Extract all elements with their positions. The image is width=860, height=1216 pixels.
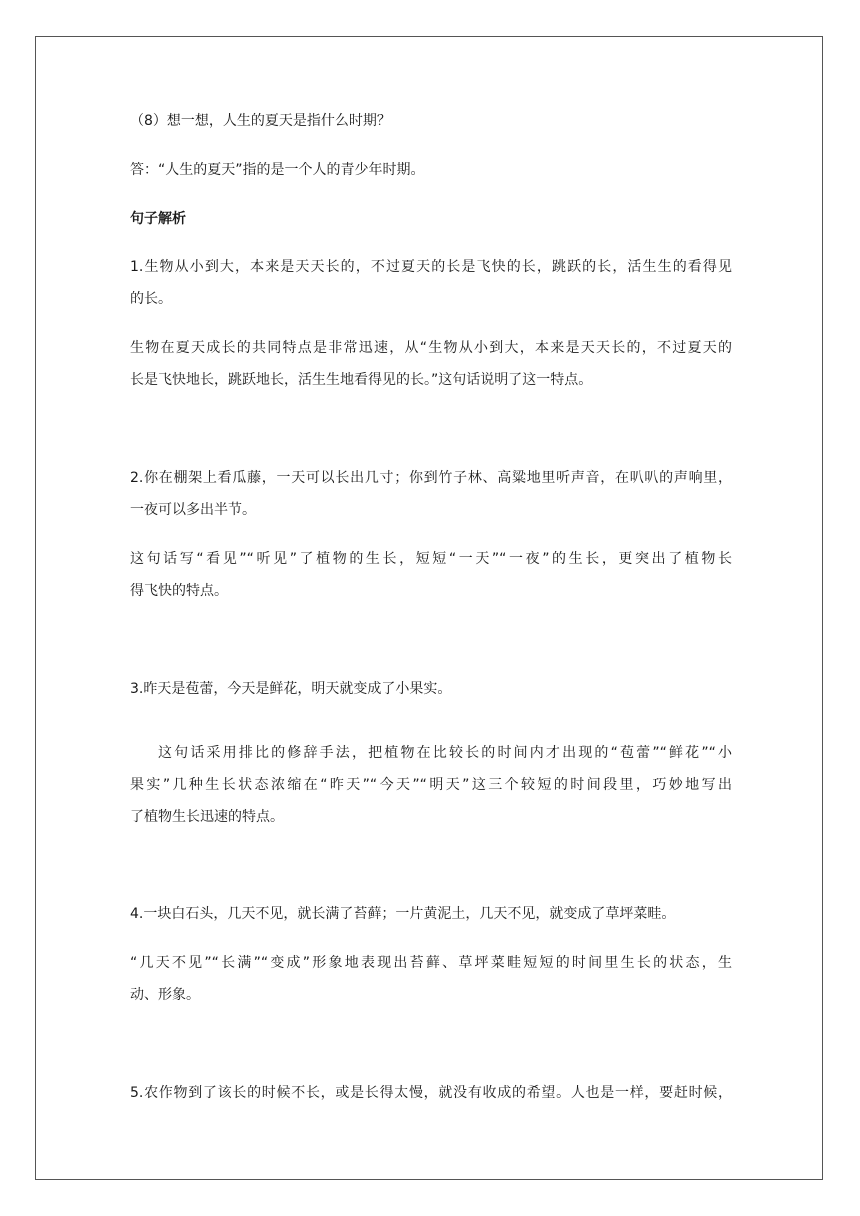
analysis-1-line-1: 生物在夏天成长的共同特点是非常迅速，从“生物从小到大，本来是天天长的，不过夏天的: [130, 340, 732, 356]
sentence-4-line-1: 4.一块白石头，几天不见，就长满了苔藓；一片黄泥土，几天不见，就变成了草坪菜畦。: [130, 906, 676, 922]
section-heading: 句子解析: [130, 211, 186, 227]
analysis-3-line-2: 果实”几种生长状态浓缩在“昨天”“今天”“明天”这三个较短的时间段里，巧妙地写出: [130, 777, 732, 793]
analysis-4-line-2: 动、形象。: [130, 987, 200, 1003]
sentence-2-line-1: 2.你在棚架上看瓜藤，一天可以长出几寸；你到竹子林、高粱地里听声音，在叭叭的声响里，: [130, 470, 732, 486]
analysis-1-line-2: 长是飞快地长，跳跃地长，活生生地看得见的长。”这句话说明了这一特点。: [130, 372, 593, 388]
sentence-1-line-2: 的长。: [130, 291, 172, 307]
sentence-2-line-2: 一夜可以多出半节。: [130, 502, 256, 518]
analysis-3-line-3: 了植物生长迅速的特点。: [130, 809, 284, 825]
analysis-4-line-1: “几天不见”“长满”“变成”形象地表现出苔藓、草坪菜畦短短的时间里生长的状态，生: [130, 955, 732, 971]
page-border: [35, 36, 823, 1180]
analysis-2-line-2: 得飞快的特点。: [130, 583, 228, 599]
sentence-1-line-1: 1.生物从小到大，本来是天天长的，不过夏天的长是飞快的长，跳跃的长，活生生的看得见: [130, 259, 732, 275]
analysis-3-line-1: 这句话采用排比的修辞手法，把植物在比较长的时间内才出现的“苞蕾”“鲜花”“小: [158, 745, 732, 761]
sentence-5-line-1: 5.农作物到了该长的时候不长，或是长得太慢，就没有收成的希望。人也是一样，要赶时候，: [130, 1085, 732, 1101]
analysis-2-line-1: 这句话写“看见”“听见”了植物的生长，短短“一天”“一夜”的生长，更突出了植物长: [130, 551, 732, 567]
answer-8: 答：“人生的夏天”指的是一个人的青少年时期。: [130, 162, 425, 178]
question-8: （8）想一想，人生的夏天是指什么时期？: [130, 113, 391, 129]
sentence-3-line-1: 3.昨天是苞蕾，今天是鲜花，明天就变成了小果实。: [130, 681, 452, 697]
